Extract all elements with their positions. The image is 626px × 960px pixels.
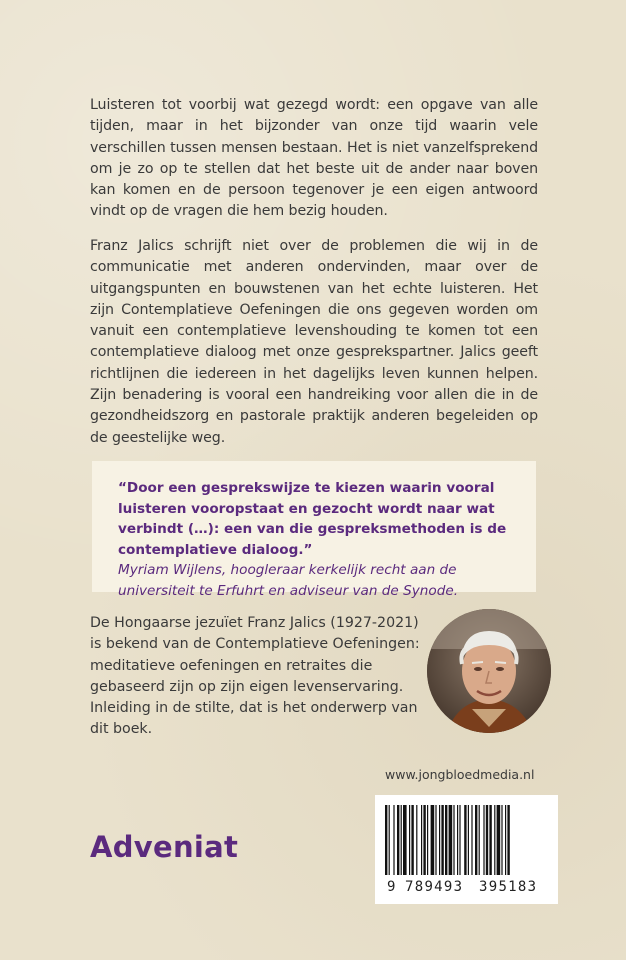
isbn-group-2: 395183 xyxy=(479,879,538,895)
isbn-barcode xyxy=(375,795,558,904)
barcode-bar xyxy=(459,805,460,875)
barcode-bar xyxy=(389,805,390,875)
barcode-bar xyxy=(423,805,425,875)
barcode-bar xyxy=(409,805,410,875)
barcode-bar xyxy=(505,805,506,875)
barcode-bar xyxy=(431,805,435,875)
barcode-bar xyxy=(411,805,413,875)
barcode-bar xyxy=(468,805,469,875)
barcode-bar xyxy=(441,805,443,875)
barcode-bars xyxy=(385,805,548,875)
barcode-bar xyxy=(497,805,501,875)
website-url: www.jongbloedmedia.nl xyxy=(385,767,535,782)
description-paragraph: Franz Jalics schrijft niet over de problemen die wij in de communicatie met anderen ondervinden, maar over de uitgangspunten en bouwstenen van het echte luisteren. Het zijn Contemplatieve Oefeningen die ons gegeven worden om vanuit een contemplatieve levenshouding te komen tot een contemplatieve dialoog met onze gesprekspartner. Jalics geeft richtlijnen die iedereen in het dagelijks leven kunnen helpen. Zijn benadering is vooral een handreiking voor allen die in de gezondheidszorg en pastorale praktijk anderen begeleiden op de geestelijke weg. xyxy=(90,238,538,446)
publisher-logo-text: Adveniat xyxy=(90,830,239,864)
barcode-bar xyxy=(486,805,488,875)
barcode-bar xyxy=(435,805,436,875)
barcode-bar xyxy=(471,805,472,875)
quote-text: “Door een gesprekswijze te kiezen waarin vooral luisteren vooropstaat en gezocht wordt naar wat verbindt (…): een van die gespreksmethoden is de contemplatieve dialoog.” xyxy=(118,480,507,558)
publisher-logo xyxy=(90,822,238,864)
barcode-bar xyxy=(483,805,484,875)
barcode-bar xyxy=(464,805,466,875)
barcode-bar xyxy=(445,805,447,875)
barcode-bar xyxy=(494,805,495,875)
quote-attribution: Myriam Wijlens, hoogleraar kerkelijk recht aan de universiteit te Erfuhrt en adviseur van de Synode. xyxy=(118,562,459,599)
isbn-prefix: 9 xyxy=(387,879,396,895)
barcode-bar xyxy=(439,805,440,875)
barcode-bar xyxy=(403,805,407,875)
barcode-bar xyxy=(479,805,480,875)
barcode-bar xyxy=(385,805,387,875)
barcode-bar xyxy=(427,805,428,875)
isbn-group-1: 789493 xyxy=(405,879,464,895)
barcode-bar xyxy=(501,805,502,875)
quote-box xyxy=(92,461,536,599)
barcode-bar xyxy=(475,805,477,875)
barcode-bar xyxy=(393,805,394,875)
barcode-bar xyxy=(449,805,453,875)
intro-paragraph: Luisteren tot voorbij wat gezegd wordt: een opgave van alle tijden, maar in het bijzonder van onze tijd waarin vele verschillen tussen mensen bestaan. Het is niet vanzelfsprekend om je zo op te stellen dat het beste uit de ander naar boven kan komen en de persoon tegenover je een eigen antwoord vindt op de vragen die hem bezig houden. xyxy=(90,97,538,220)
barcode-bar xyxy=(401,805,402,875)
author-portrait xyxy=(427,609,551,733)
barcode-bar xyxy=(507,805,509,875)
barcode-bar xyxy=(453,805,454,875)
barcode-bar xyxy=(457,805,458,875)
barcode-bar xyxy=(397,805,399,875)
barcode-bar xyxy=(416,805,417,875)
barcode-bar xyxy=(489,805,491,875)
author-bio-paragraph: De Hongaarse jezuïet Franz Jalics (1927-2021) is bekend van de Contemplatieve Oefeningen: meditatieve oefeningen en retraites die gebaseerd zijn op zijn eigen levenservaring. Inleiding in de stilte, dat is het onderwerp van dit boek. xyxy=(90,615,420,738)
barcode-bar xyxy=(421,805,422,875)
